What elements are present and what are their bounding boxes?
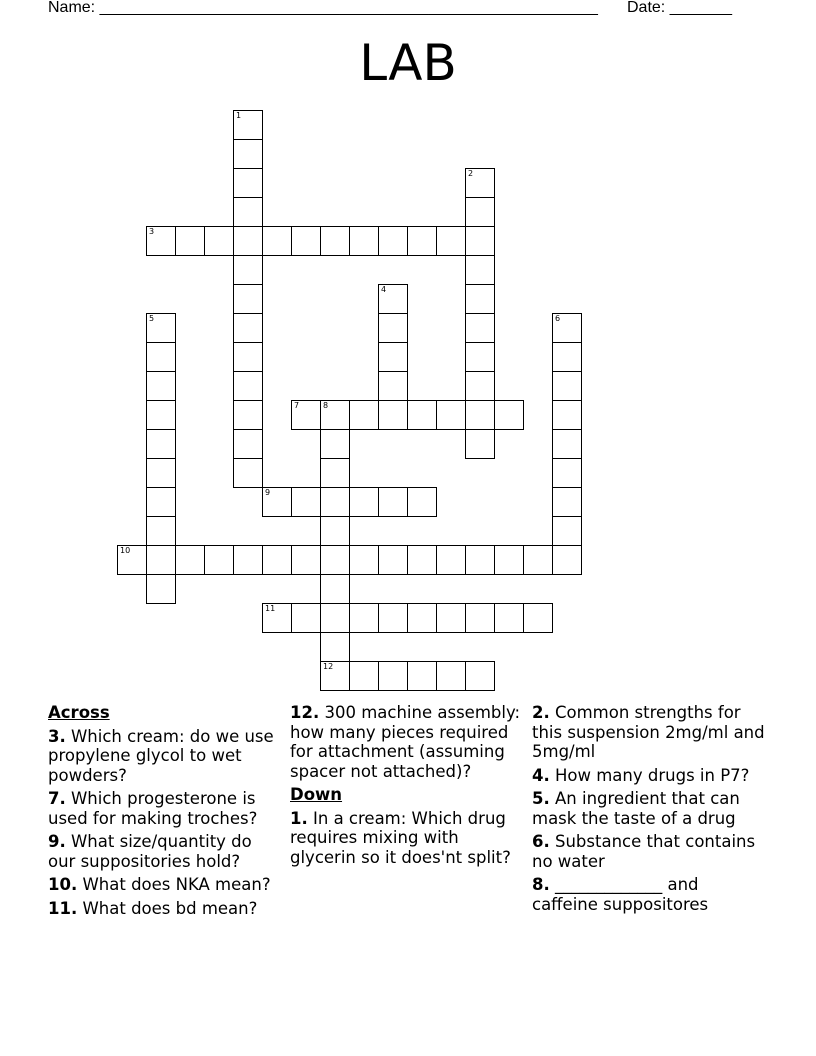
grid-cell[interactable]: [204, 545, 234, 575]
grid-cell[interactable]: [349, 226, 379, 256]
grid-cell[interactable]: [378, 284, 408, 314]
clues-column-1: [48, 703, 284, 922]
grid-cell[interactable]: [262, 545, 292, 575]
clues-column-2: [290, 703, 526, 871]
grid-cell[interactable]: [378, 487, 408, 517]
grid-cell[interactable]: [552, 371, 582, 401]
grid-cell[interactable]: [436, 603, 466, 633]
grid-cell[interactable]: [465, 371, 495, 401]
grid-cell[interactable]: [552, 313, 582, 343]
grid-cell[interactable]: [146, 226, 176, 256]
grid-cell[interactable]: [407, 226, 437, 256]
grid-cell[interactable]: [465, 342, 495, 372]
grid-cell[interactable]: [320, 487, 350, 517]
clues-column-3: [532, 703, 768, 918]
grid-cell[interactable]: [320, 429, 350, 459]
across-heading: Across: [48, 703, 110, 722]
grid-cell[interactable]: [552, 429, 582, 459]
grid-cell[interactable]: [552, 516, 582, 546]
grid-cell[interactable]: [291, 545, 321, 575]
grid-cell[interactable]: [407, 487, 437, 517]
grid-cell[interactable]: [407, 603, 437, 633]
grid-cell[interactable]: [233, 429, 263, 459]
grid-cell[interactable]: [465, 197, 495, 227]
grid-cell[interactable]: [349, 487, 379, 517]
grid-cell[interactable]: [552, 400, 582, 430]
grid-cell[interactable]: [320, 632, 350, 662]
grid-cell[interactable]: [523, 603, 553, 633]
grid-cell[interactable]: [349, 400, 379, 430]
grid-cell[interactable]: [465, 603, 495, 633]
grid-cell[interactable]: [233, 255, 263, 285]
clue-number: 7: [294, 401, 300, 410]
grid-cell[interactable]: [291, 603, 321, 633]
grid-cell[interactable]: [233, 458, 263, 488]
clue-across-7: 7. Which progesterone is used for making troches?: [48, 789, 258, 828]
grid-cell[interactable]: [378, 661, 408, 691]
grid-cell[interactable]: [320, 516, 350, 546]
clue-number: 6: [555, 314, 561, 323]
grid-cell[interactable]: [146, 574, 176, 604]
grid-cell[interactable]: [320, 458, 350, 488]
grid-cell[interactable]: [436, 226, 466, 256]
grid-cell[interactable]: [407, 400, 437, 430]
grid-cell[interactable]: [523, 545, 553, 575]
grid-cell[interactable]: [262, 226, 292, 256]
grid-cell[interactable]: [465, 429, 495, 459]
clue-down-2: 2. Common strengths for this suspension 2mg/ml and 5mg/ml: [532, 703, 765, 761]
down-heading: Down: [290, 785, 343, 804]
grid-cell[interactable]: [233, 545, 263, 575]
grid-cell[interactable]: [378, 342, 408, 372]
grid-cell[interactable]: [349, 603, 379, 633]
grid-cell[interactable]: [233, 313, 263, 343]
clue-down-1: 1. In a cream: Which drug requires mixing with glycerin so it does'nt split?: [290, 808, 511, 867]
grid-cell[interactable]: [378, 313, 408, 343]
grid-cell[interactable]: [349, 661, 379, 691]
grid-cell[interactable]: [465, 168, 495, 198]
clue-down-5: 5. An ingredient that can mask the taste of a drug: [532, 789, 740, 828]
clue-number: 12: [323, 662, 334, 671]
clue-number: 3: [149, 227, 155, 236]
grid-cell[interactable]: [233, 284, 263, 314]
grid-cell[interactable]: [146, 458, 176, 488]
grid-cell[interactable]: [320, 545, 350, 575]
grid-cell[interactable]: [146, 342, 176, 372]
grid-cell[interactable]: [175, 226, 205, 256]
grid-cell[interactable]: [465, 313, 495, 343]
grid-cell[interactable]: [175, 545, 205, 575]
grid-cell[interactable]: [465, 661, 495, 691]
grid-cell[interactable]: [552, 342, 582, 372]
grid-cell[interactable]: [378, 603, 408, 633]
grid-cell[interactable]: [320, 603, 350, 633]
clue-across-12: 12. 300 machine assembly: how many pieces required for attachment (assuming spacer not attached)?: [290, 703, 521, 781]
grid-cell[interactable]: [233, 342, 263, 372]
grid-cell[interactable]: [320, 661, 350, 691]
grid-cell[interactable]: [407, 661, 437, 691]
grid-cell[interactable]: [320, 400, 350, 430]
grid-cell[interactable]: [494, 400, 524, 430]
grid-cell[interactable]: [117, 545, 147, 575]
grid-cell[interactable]: [233, 400, 263, 430]
grid-cell[interactable]: [378, 226, 408, 256]
grid-cell[interactable]: [233, 197, 263, 227]
grid-cell[interactable]: [146, 429, 176, 459]
grid-cell[interactable]: [494, 603, 524, 633]
grid-cell[interactable]: [465, 226, 495, 256]
grid-cell[interactable]: [407, 545, 437, 575]
grid-cell[interactable]: [465, 255, 495, 285]
grid-cell[interactable]: [320, 226, 350, 256]
grid-cell[interactable]: [378, 400, 408, 430]
grid-cell[interactable]: [465, 284, 495, 314]
grid-cell[interactable]: [146, 371, 176, 401]
name-field-label: Name: ________________________________________________________: [48, 0, 598, 16]
grid-cell[interactable]: [204, 226, 234, 256]
clue-across-11: 11. What does bd mean?: [48, 898, 258, 918]
grid-cell[interactable]: [146, 545, 176, 575]
grid-cell[interactable]: [146, 516, 176, 546]
grid-cell[interactable]: [291, 487, 321, 517]
grid-cell[interactable]: [552, 545, 582, 575]
clue-across-9: 9. What size/quantity do our suppositories hold?: [48, 832, 252, 871]
clue-number: 10: [120, 546, 131, 555]
grid-cell[interactable]: [291, 400, 321, 430]
date-field-label: Date: _______: [627, 0, 732, 16]
clue-down-4: 4. How many drugs in P7?: [532, 765, 750, 785]
clue-number: 8: [323, 401, 329, 410]
clue-number: 4: [381, 285, 387, 294]
clue-number: 9: [265, 488, 271, 497]
clue-across-3: 3. Which cream: do we use propylene glycol to wet powders?: [48, 726, 274, 785]
grid-cell[interactable]: [233, 168, 263, 198]
grid-cell[interactable]: [146, 487, 176, 517]
grid-cell[interactable]: [146, 400, 176, 430]
clue-down-6: 6. Substance that contains no water: [532, 832, 756, 871]
grid-cell[interactable]: [233, 110, 263, 140]
clue-number: 2: [468, 169, 474, 178]
grid-cell[interactable]: [378, 545, 408, 575]
clue-across-10: 10. What does NKA mean?: [48, 875, 271, 894]
grid-cell[interactable]: [436, 545, 466, 575]
grid-cell[interactable]: [552, 458, 582, 488]
grid-cell[interactable]: [233, 371, 263, 401]
grid-cell[interactable]: [146, 313, 176, 343]
clue-number: 11: [265, 604, 276, 613]
grid-cell[interactable]: [233, 226, 263, 256]
grid-cell[interactable]: [262, 603, 292, 633]
grid-cell[interactable]: [436, 400, 466, 430]
grid-cell[interactable]: [494, 545, 524, 575]
clue-number: 5: [149, 314, 155, 323]
grid-cell[interactable]: [465, 400, 495, 430]
grid-cell[interactable]: [465, 545, 495, 575]
grid-cell[interactable]: [233, 139, 263, 169]
grid-cell[interactable]: [320, 574, 350, 604]
clue-down-8: 8. _____________ and caffeine suppositores: [532, 875, 709, 914]
clue-number: 1: [236, 111, 242, 120]
grid-cell[interactable]: [291, 226, 321, 256]
grid-cell[interactable]: [436, 661, 466, 691]
grid-cell[interactable]: [262, 487, 292, 517]
grid-cell[interactable]: [349, 545, 379, 575]
grid-cell[interactable]: [378, 371, 408, 401]
grid-cell[interactable]: [552, 487, 582, 517]
page-title: LAB: [359, 34, 457, 92]
